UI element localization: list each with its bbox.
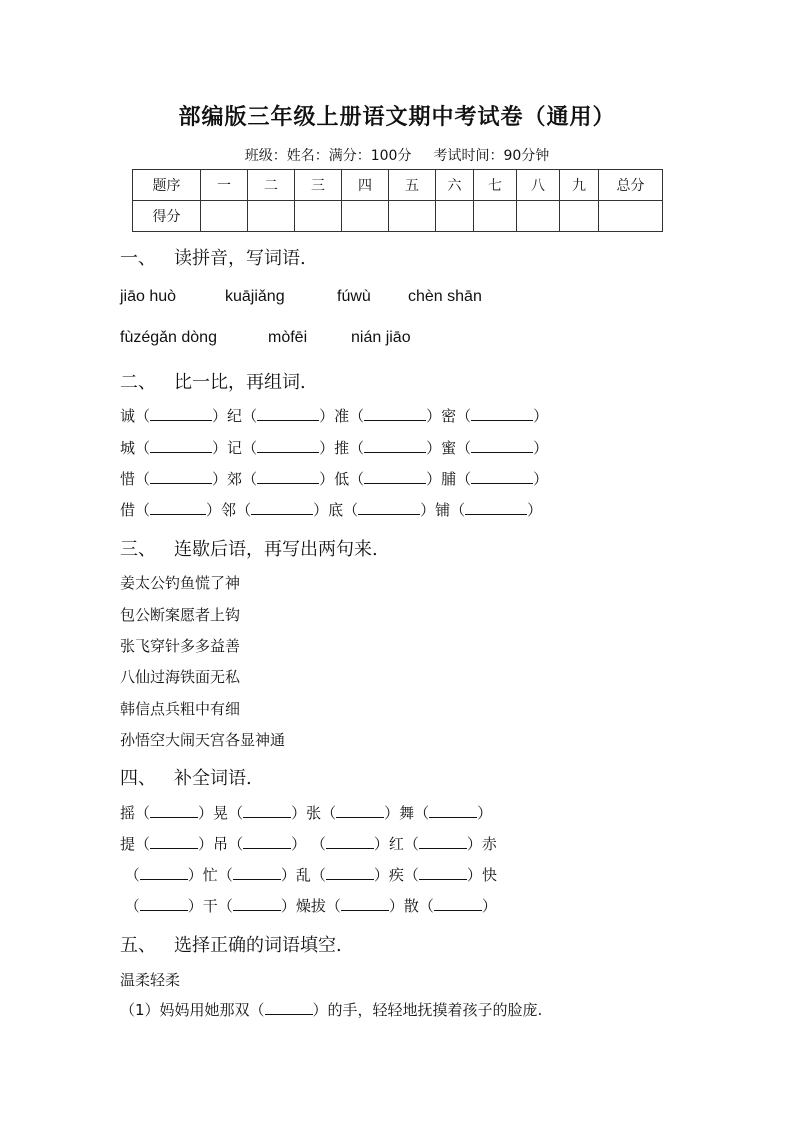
answer-blank[interactable] — [471, 406, 533, 421]
answer-blank[interactable] — [150, 803, 198, 818]
answer-blank[interactable] — [243, 803, 291, 818]
char: 忙 — [202, 866, 218, 884]
score-cell[interactable] — [295, 201, 342, 232]
char: 蜜 — [441, 439, 457, 457]
answer-blank[interactable] — [341, 896, 389, 911]
score-header-cell: 题序 — [133, 170, 201, 201]
char: 邻 — [221, 501, 237, 519]
word-complete-row: 摇（ ）晃（ ）张（ ）舞（ ） — [120, 804, 493, 822]
char: 纪 — [227, 407, 243, 425]
answer-blank[interactable] — [233, 865, 281, 880]
section-5-heading — [120, 931, 342, 957]
char: 舞 — [399, 804, 415, 822]
exam-info-right: 考试时间：90分钟 — [433, 148, 550, 164]
answer-blank[interactable] — [364, 469, 426, 484]
answer-blank[interactable] — [419, 865, 467, 880]
question-1 — [120, 999, 542, 1020]
char: 脯 — [441, 470, 457, 488]
char: 记 — [227, 439, 243, 457]
answer-blank[interactable] — [150, 500, 206, 515]
char: 密 — [441, 407, 457, 425]
char: 推 — [334, 439, 350, 457]
score-row-label: 得分 — [133, 201, 201, 232]
question-text-pre: （1）妈妈用她那双（ — [120, 1001, 265, 1019]
answer-blank[interactable] — [251, 500, 313, 515]
exam-info — [0, 145, 794, 165]
score-header-cell: 三 — [295, 170, 342, 201]
answer-blank[interactable] — [358, 500, 420, 515]
char: 底 — [328, 501, 344, 519]
section-2-heading — [120, 368, 306, 394]
score-header-cell: 九 — [560, 170, 599, 201]
score-cell[interactable] — [389, 201, 436, 232]
char: 准 — [334, 407, 350, 425]
answer-blank[interactable] — [140, 896, 188, 911]
answer-blank[interactable] — [419, 834, 467, 849]
score-header-cell: 八 — [517, 170, 560, 201]
pinyin-item: fúwù — [337, 288, 371, 305]
answer-blank[interactable] — [465, 500, 527, 515]
answer-blank[interactable] — [233, 896, 281, 911]
score-header-cell: 七 — [474, 170, 517, 201]
char: 铺 — [435, 501, 451, 519]
word-options: 温柔轻柔 — [120, 971, 181, 989]
score-cell[interactable] — [560, 201, 599, 232]
char: 散 — [403, 897, 419, 915]
score-header-cell: 一 — [201, 170, 248, 201]
section-title: 比一比，再组词. — [174, 372, 306, 393]
score-header-cell: 二 — [248, 170, 295, 201]
word-complete-row: 提（ ）吊（ ） （ ）红（ ）赤 — [120, 835, 497, 853]
score-cell[interactable] — [599, 201, 663, 232]
char: 干 — [202, 897, 218, 915]
char: 快 — [481, 866, 497, 884]
char: 惜 — [120, 470, 136, 488]
score-header-cell: 六 — [436, 170, 474, 201]
section-4-heading — [120, 764, 252, 790]
xiehouyu-line: 张飞穿针多多益善 — [120, 637, 241, 655]
compare-row: 借（ ）邻（ ）底（ ）铺（ ） — [120, 501, 543, 519]
section-3-heading — [120, 535, 378, 561]
xiehouyu-line: 包公断案愿者上钩 — [120, 606, 241, 624]
char: 疾 — [388, 866, 404, 884]
answer-blank[interactable] — [429, 803, 477, 818]
answer-blank[interactable] — [336, 803, 384, 818]
xiehouyu-line: 姜太公钓鱼慌了神 — [120, 574, 241, 592]
section-number: 一、 — [120, 248, 156, 269]
char: 张 — [306, 804, 322, 822]
char: 吊 — [213, 835, 229, 853]
section-number: 三、 — [120, 539, 156, 560]
score-cell[interactable] — [248, 201, 295, 232]
answer-blank[interactable] — [150, 438, 212, 453]
answer-blank[interactable] — [434, 896, 482, 911]
answer-blank[interactable] — [257, 406, 319, 421]
answer-blank[interactable] — [150, 469, 212, 484]
char: 借 — [120, 501, 136, 519]
section-title: 补全词语. — [174, 768, 252, 789]
answer-blank[interactable] — [265, 1000, 313, 1015]
char: 提 — [120, 835, 136, 853]
pinyin-item: nián jiāo — [351, 329, 411, 346]
score-cell[interactable] — [342, 201, 389, 232]
score-header-cell: 五 — [389, 170, 436, 201]
answer-blank[interactable] — [326, 865, 374, 880]
answer-blank[interactable] — [150, 834, 198, 849]
xiehouyu-line: 八仙过海铁面无私 — [120, 668, 241, 686]
char: 城 — [120, 439, 136, 457]
answer-blank[interactable] — [257, 438, 319, 453]
score-header-cell: 总分 — [599, 170, 663, 201]
pinyin-item: mòfēi — [268, 329, 308, 346]
answer-blank[interactable] — [243, 834, 291, 849]
char: 郊 — [227, 470, 243, 488]
answer-blank[interactable] — [140, 865, 188, 880]
section-title: 连歇后语，再写出两句来. — [174, 539, 378, 560]
section-title: 读拼音，写词语. — [174, 248, 306, 269]
section-number: 五、 — [120, 935, 156, 956]
word-complete-row: （ ）干（ ）燥拔（ ）散（ ） — [120, 897, 497, 915]
score-table — [132, 169, 663, 232]
xiehouyu-line: 韩信点兵粗中有细 — [120, 700, 241, 718]
char: 红 — [388, 835, 404, 853]
score-header-cell: 四 — [342, 170, 389, 201]
xiehouyu-line: 孙悟空大闹天宫各显神通 — [120, 731, 286, 749]
char: 燥拔 — [295, 897, 326, 915]
section-title: 选择正确的词语填空. — [174, 935, 342, 956]
page-title: 部编版三年级上册语文期中考试卷（通用） — [178, 104, 616, 130]
section-1-heading — [120, 244, 306, 270]
char: 低 — [334, 470, 350, 488]
char: 乱 — [295, 866, 311, 884]
question-text-post: ）的手，轻轻地抚摸着孩子的脸庞. — [312, 1001, 543, 1019]
score-cell[interactable] — [436, 201, 474, 232]
char: 晃 — [213, 804, 229, 822]
char: 诚 — [120, 407, 136, 425]
answer-blank[interactable] — [257, 469, 319, 484]
compare-row: 城（ ）记（ ）推（ ）蜜（ ） — [120, 439, 549, 457]
section-number: 四、 — [120, 768, 156, 789]
char: 赤 — [481, 835, 497, 853]
pinyin-item: kuājiǎng — [225, 288, 285, 305]
char: 摇 — [120, 804, 136, 822]
pinyin-item: chèn shān — [408, 288, 482, 305]
compare-row: 惜（ ）郊（ ）低（ ）脯（ ） — [120, 470, 549, 488]
pinyin-item: fùzégǎn dòng — [120, 329, 217, 346]
answer-blank[interactable] — [364, 438, 426, 453]
exam-info-left: 班级：姓名：满分：100分 — [244, 148, 412, 164]
answer-blank[interactable] — [471, 469, 533, 484]
answer-blank[interactable] — [364, 406, 426, 421]
answer-blank[interactable] — [150, 406, 212, 421]
pinyin-item: jiāo huò — [120, 288, 177, 305]
score-table-header-row — [133, 170, 663, 201]
section-number: 二、 — [120, 372, 156, 393]
score-cell[interactable] — [474, 201, 517, 232]
answer-blank[interactable] — [471, 438, 533, 453]
score-cell[interactable] — [201, 201, 248, 232]
score-cell[interactable] — [517, 201, 560, 232]
word-complete-row: （ ）忙（ ）乱（ ）疾（ ）快 — [120, 866, 497, 884]
answer-blank[interactable] — [326, 834, 374, 849]
score-table-score-row — [133, 201, 663, 232]
compare-row: 诚（ ）纪（ ）准（ ）密（ ） — [120, 407, 549, 425]
